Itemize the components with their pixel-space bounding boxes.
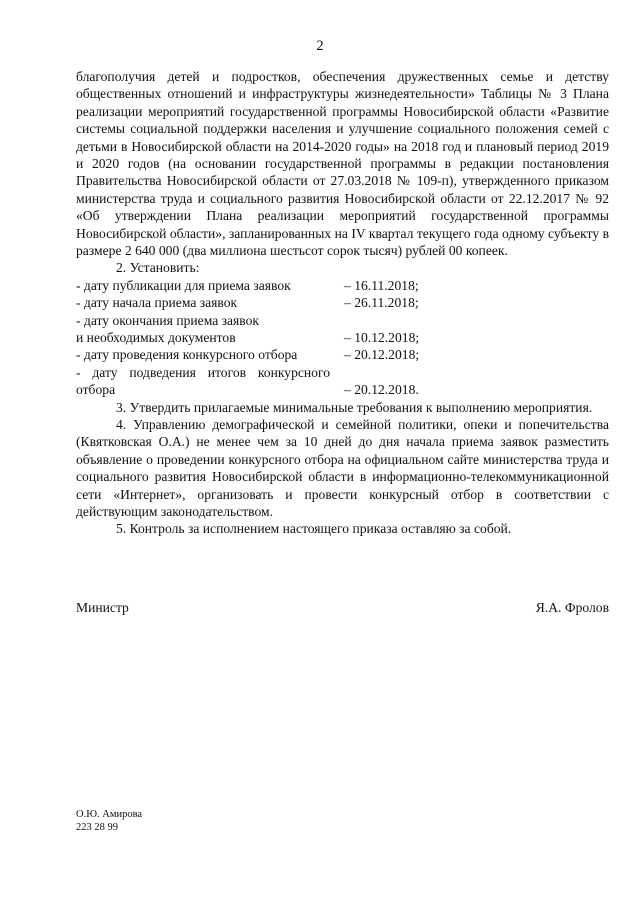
date-label: и необходимых документов (76, 330, 236, 346)
date-row-publication (76, 277, 609, 294)
author-phone: 223 28 99 (76, 822, 118, 833)
page-number: 2 (316, 38, 324, 54)
date-row-conduct (76, 346, 609, 363)
item-3-paragraph: 3. Утвердить прилагаемые минимальные требования к выполнению мероприятия. (116, 399, 593, 415)
date-row-end-line1 (76, 312, 609, 329)
item-2-heading: 2. Установить: (116, 260, 200, 276)
dates-list (76, 277, 609, 399)
item-4-paragraph: 4. Управлению демографической и семейной политики, опеки и попечительства (Квятковская О.А.) не менее чем за 10 дней до дня начала приема заявок разместить объявление о проведении конкурсного отбора на официальном сайте министерства труда и социального развития Новосибирской области в информационно-телекоммуникационной сети «Интернет», организовать и провести конкурсный отбор в соответствии с действующим законодательством. (76, 417, 609, 520)
date-label: - дату публикации для приема заявок (76, 277, 291, 293)
date-row-results-line1 (76, 364, 609, 381)
document-body (76, 68, 609, 538)
date-label: - дату проведения конкурсного отбора (76, 347, 298, 363)
date-label: отбора (76, 382, 116, 398)
signatory-name: Я.А. Фролов (535, 600, 609, 615)
date-value: – 16.11.2018; (344, 277, 419, 293)
date-value: – 20.12.2018. (344, 382, 419, 398)
date-row-results (76, 381, 609, 398)
signature-block (76, 600, 609, 616)
signatory-position: Министр (76, 600, 129, 615)
date-label: - дату начала приема заявок (76, 295, 238, 311)
date-row-start (76, 294, 609, 311)
date-row-end (76, 329, 609, 346)
item-5-paragraph: 5. Контроль за исполнением настоящего приказа оставляю за собой. (116, 521, 512, 537)
date-value: – 26.11.2018; (344, 295, 419, 311)
contact-block (76, 808, 142, 834)
date-value: – 20.12.2018; (344, 347, 420, 363)
author-name: О.Ю. Амирова (76, 809, 143, 820)
date-label: - дату подведения итогов конкурсного (76, 364, 330, 380)
intro-paragraph: благополучия детей и подростков, обеспечения дружественных семье и детству общественных отношений и инфраструктуры жизнедеятельности» Таблицы № 3 Плана реализации мероприятий государственной программы Новосибирской области «Развитие системы социальной поддержки населения и улучшение социального положения семей с детьми в Новосибирской области на 2014-2020 годы» на 2018 год и плановый период 2019 и 2020 годов (на основании государственной программы в редакции постановления Правительства Новосибирской области от 27.03.2018 № 109-п), утвержденного приказом министерства труда и социального развития Новосибирской области от 22.12.2017 № 92 «Об утверждении Плана реализации мероприятий государственной программы Новосибирской области», запланированных на IV квартал текущего года одному субъекту в размере 2 640 000 (два миллиона шестьсот сорок тысяч) рублей 00 копеек. (76, 69, 609, 259)
date-label: - дату окончания приема заявок (76, 312, 260, 328)
date-value: – 10.12.2018; (344, 330, 420, 346)
